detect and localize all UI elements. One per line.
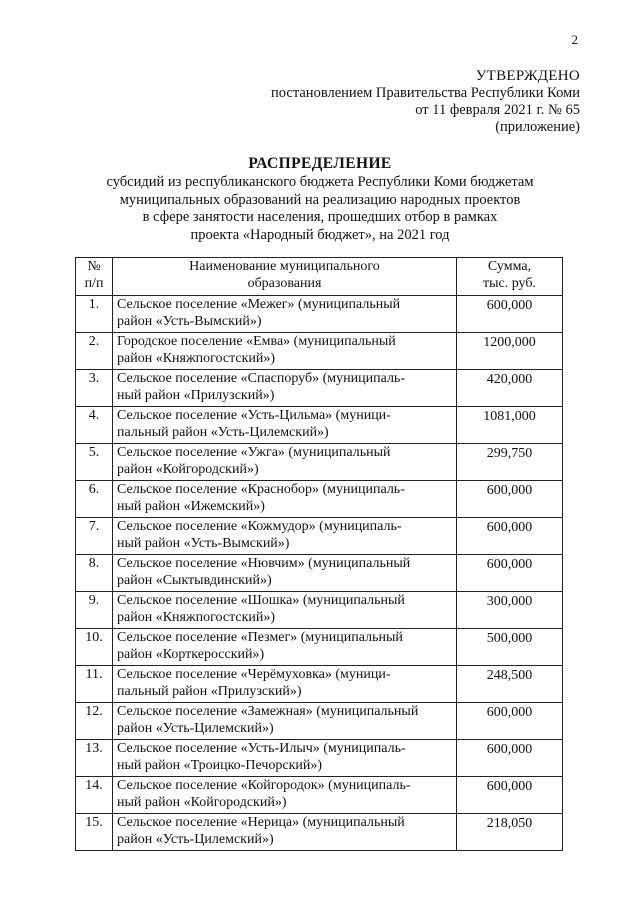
table-row: [76, 407, 563, 444]
row-municipality: [113, 629, 457, 666]
approval-heading: УТВЕРЖДЕНО: [475, 68, 580, 84]
table-row: [76, 629, 563, 666]
row-municipality: [113, 370, 457, 407]
row-municipality: [113, 555, 457, 592]
title-line: муниципальных образований на реализацию народных проектов: [119, 191, 521, 208]
row-sum: 600,000: [457, 777, 563, 814]
municipality-line: Сельское поселение «Межег» (муниципальный: [117, 297, 401, 312]
page-number: 2: [571, 32, 578, 47]
row-municipality: [113, 296, 457, 333]
municipality-line: район «Сыктывдинский»): [117, 572, 272, 588]
row-sum: 500,000: [457, 629, 563, 666]
row-number: 5.: [76, 444, 113, 481]
municipality-line: Сельское поселение «Нювчим» (муниципальный: [117, 556, 411, 571]
row-sum: 600,000: [457, 296, 563, 333]
row-municipality: [113, 444, 457, 481]
row-number: 14.: [76, 777, 113, 814]
approval-block: [220, 68, 580, 136]
approval-line: постановлением Правительства Республики Коми: [271, 85, 580, 101]
row-sum: 218,050: [457, 814, 563, 851]
row-municipality: [113, 481, 457, 518]
header-number: [76, 258, 113, 296]
header-sum-line: Сумма,: [487, 259, 532, 274]
row-sum: 248,500: [457, 666, 563, 703]
table-row: [76, 296, 563, 333]
municipality-line: Сельское поселение «Нерица» (муниципальный: [117, 815, 405, 830]
municipality-line: Сельское поселение «Шошка» (муниципальный: [117, 593, 405, 608]
approval-line: (приложение): [495, 119, 580, 135]
row-municipality: [113, 703, 457, 740]
table-body: [76, 296, 563, 851]
municipality-line: Сельское поселение «Кожмудор» (муниципаль-: [117, 519, 402, 534]
municipality-line: пальный район «Усть-Цилемский»): [117, 424, 329, 440]
row-municipality: [113, 518, 457, 555]
municipality-line: район «Усть-Цилемский»): [117, 831, 274, 847]
municipality-line: Сельское поселение «Койгородок» (муниципаль-: [117, 778, 411, 793]
municipality-line: ный район «Троицко-Печорский»): [117, 757, 323, 773]
row-municipality: [113, 740, 457, 777]
row-sum: 300,000: [457, 592, 563, 629]
table-row: [76, 444, 563, 481]
row-municipality: [113, 407, 457, 444]
row-number: 8.: [76, 555, 113, 592]
municipality-line: ный район «Койгородский»): [117, 794, 287, 810]
municipality-line: Сельское поселение «Усть-Илыч» (муниципаль-: [117, 741, 406, 756]
municipality-line: Сельское поселение «Усть-Цильма» (муници-: [117, 408, 391, 423]
title-line: субсидий из республиканского бюджета Республики Коми бюджетам: [106, 174, 534, 190]
row-number: 15.: [76, 814, 113, 851]
table-row: [76, 481, 563, 518]
table-row: [76, 370, 563, 407]
municipality-line: район «Княжпогостский»): [117, 350, 276, 366]
municipality-line: Сельское поселение «Замежная» (муниципальный: [117, 704, 419, 719]
municipality-line: ный район «Прилузский»): [117, 387, 275, 403]
row-number: 7.: [76, 518, 113, 555]
title-main: РАСПРЕДЕЛЕНИЕ: [248, 155, 392, 172]
header-name-line: Наименование муниципального: [189, 259, 380, 274]
municipality-line: Сельское поселение «Пезмег» (муниципальный: [117, 630, 403, 645]
table-row: [76, 814, 563, 851]
row-sum: 420,000: [457, 370, 563, 407]
municipality-line: Сельское поселение «Спаспоруб» (муниципаль-: [117, 371, 405, 386]
row-number: 10.: [76, 629, 113, 666]
header-number-line: п/п: [84, 275, 104, 291]
row-municipality: [113, 333, 457, 370]
municipality-line: район «Княжпогостский»): [117, 609, 276, 625]
municipality-line: Сельское поселение «Краснобор» (муниципаль-: [117, 482, 405, 497]
municipality-line: Сельское поселение «Ужга» (муниципальный: [117, 445, 391, 460]
document-title: [60, 154, 580, 244]
header-name: [113, 258, 457, 296]
title-line: в сфере занятости населения, прошедших отбор в рамках: [142, 209, 498, 226]
municipality-line: ный район «Ижемский»): [117, 498, 265, 514]
row-sum: 1200,000: [457, 333, 563, 370]
municipality-line: Городское поселение «Емва» (муниципальный: [117, 334, 396, 349]
row-number: 4.: [76, 407, 113, 444]
row-municipality: [113, 814, 457, 851]
row-number: 1.: [76, 296, 113, 333]
row-municipality: [113, 777, 457, 814]
row-number: 3.: [76, 370, 113, 407]
municipality-line: пальный район «Прилузский»): [117, 683, 302, 699]
municipality-line: Сельское поселение «Черёмуховка» (муници-: [117, 667, 391, 682]
row-sum: 1081,000: [457, 407, 563, 444]
table-row: [76, 555, 563, 592]
table-row: [76, 740, 563, 777]
row-municipality: [113, 592, 457, 629]
row-municipality: [113, 666, 457, 703]
approval-line: от 11 февраля 2021 г. № 65: [415, 102, 580, 118]
table-row: [76, 666, 563, 703]
table-row: [76, 592, 563, 629]
row-sum: 600,000: [457, 481, 563, 518]
municipality-line: район «Койгородский»): [117, 461, 259, 477]
table-header-row: [76, 258, 563, 296]
row-sum: 600,000: [457, 518, 563, 555]
row-number: 11.: [76, 666, 113, 703]
header-name-line: образования: [247, 275, 322, 291]
row-sum: 600,000: [457, 555, 563, 592]
row-sum: 299,750: [457, 444, 563, 481]
row-sum: 600,000: [457, 703, 563, 740]
title-line: проекта «Народный бюджет», на 2021 год: [190, 226, 450, 243]
header-sum: [457, 258, 563, 296]
row-number: 2.: [76, 333, 113, 370]
table-row: [76, 518, 563, 555]
row-sum: 600,000: [457, 740, 563, 777]
row-number: 6.: [76, 481, 113, 518]
header-sum-line: тыс. руб.: [483, 275, 536, 291]
row-number: 12.: [76, 703, 113, 740]
row-number: 9.: [76, 592, 113, 629]
municipality-line: ный район «Усть-Вымский»): [117, 535, 290, 551]
municipality-line: район «Корткеросский»): [117, 646, 265, 662]
municipality-line: район «Усть-Цилемский»): [117, 720, 274, 736]
table-row: [76, 777, 563, 814]
distribution-table: [75, 257, 563, 851]
header-number-line: №: [87, 259, 101, 274]
table-row: [76, 333, 563, 370]
table-row: [76, 703, 563, 740]
municipality-line: район «Усть-Вымский»): [117, 313, 262, 329]
row-number: 13.: [76, 740, 113, 777]
